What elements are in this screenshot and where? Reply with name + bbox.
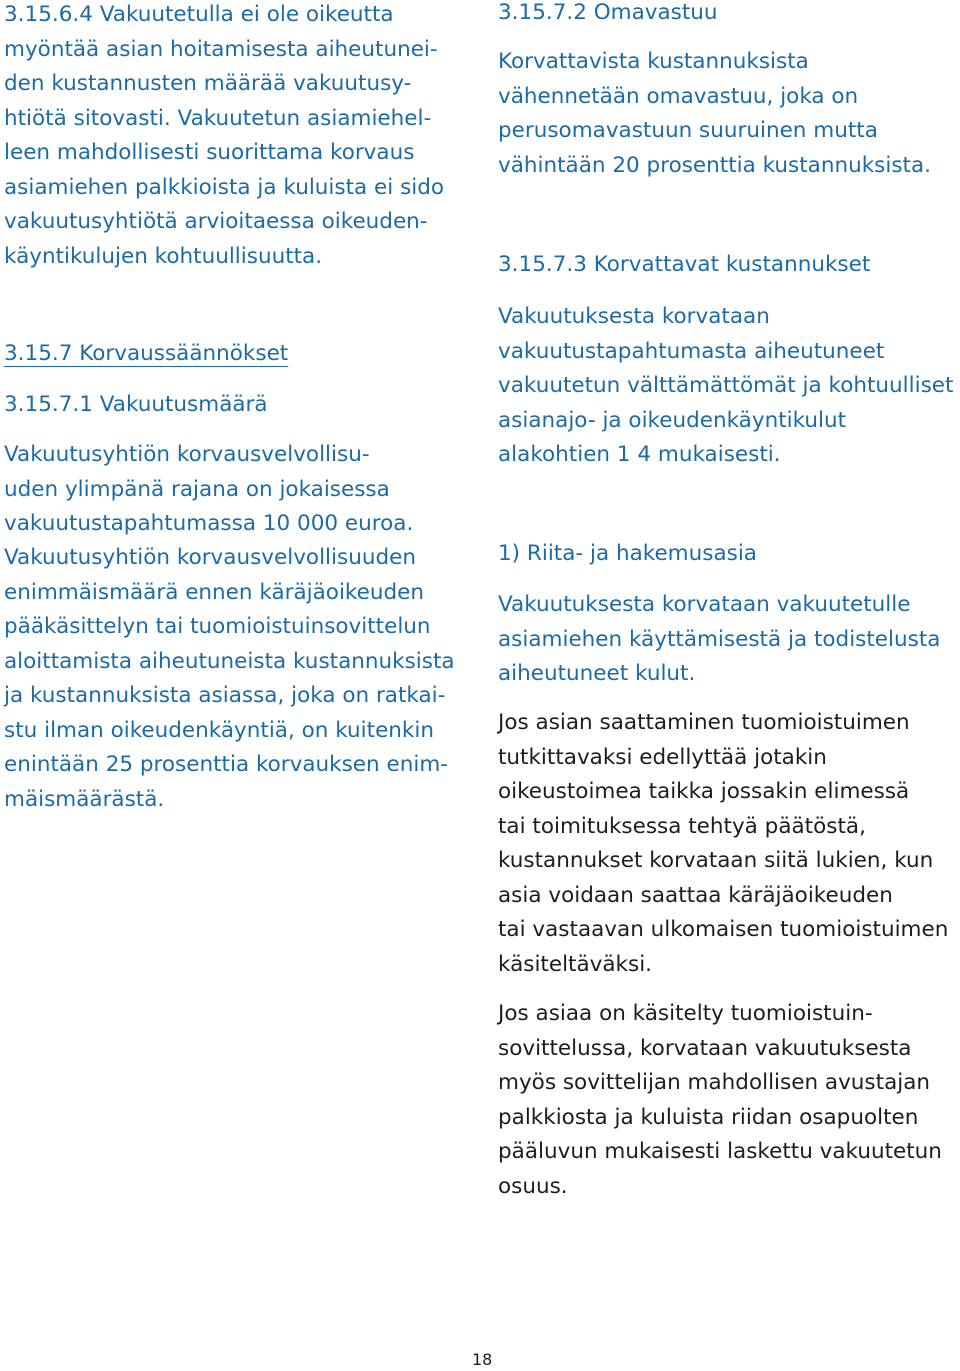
paragraph-riita-kulut: Vakuutuksesta korvataan vakuutetulle asiamiehen käyttämisestä ja todistelusta aiheutuneet kulut. bbox=[498, 592, 941, 686]
subsection-heading-omavastuu: 3.15.7.2 Omavastuu bbox=[498, 0, 718, 25]
paragraph-vakuutusmaara-max: Vakuutusyhtiön korvausvelvollisuuden enimmäismäärä ennen käräjäoikeuden pääkäsittelyn tai tuomioistuinsovittelun aloittamista aiheutuneista kustannuksista ja kustannuksista asiassa, joka on ratkai- stu ilman oikeudenkäyntiä, on kuitenkin enintään 25 prosenttia korvauksen enim- mäismäärästä. bbox=[4, 545, 455, 812]
paragraph-3-15-6-4: 3.15.6.4 Vakuutetulla ei ole oikeutta myöntää asian hoitamisesta aiheutunei- den kustannusten määrää vakuutusy- htiötä sitovasti. Vakuutetun asiamiehel- leen mahdollisesti suorittama korvaus asiamiehen palkkioista ja kuluista ei sido vakuutusyhtiötä arvioitaessa oikeuden- käyntikulujen kohtuullisuutta. bbox=[4, 2, 445, 269]
section-heading-korvaussaannokset: 3.15.7 Korvaussäännökset bbox=[4, 341, 289, 366]
subsection-heading-korvattavat-kustannukset: 3.15.7.3 Korvattavat kustannukset bbox=[498, 252, 871, 277]
paragraph-korvattavat-kustannukset: Vakuutuksesta korvataan vakuutustapahtumasta aiheutuneet vakuutetun välttämättömät ja kohtuulliset asianajo- ja oikeudenkäyntikulut alakohtien 1 4 mukaisesti. bbox=[498, 304, 954, 467]
heading-riita-ja-hakemusasia: 1) Riita- ja hakemusasia bbox=[498, 541, 757, 566]
paragraph-tuomioistuin-tutkittavaksi: Jos asian saattaminen tuomioistuimen tutkittavaksi edellyttää jotakin oikeustoimea taikka jossakin elimessä tai toimituksessa tehtyä päätöstä, kustannukset korvataan siitä lukien, kun asia voidaan saattaa käräjäoikeuden tai vastaavan ulkomaisen tuomioistuimen käsiteltäväksi. bbox=[498, 710, 949, 977]
paragraph-omavastuu: Korvattavista kustannuksista vähennetään omavastuu, joka on perusomavastuun suuruinen mutta vähintään 20 prosenttia kustannuksista. bbox=[498, 49, 931, 178]
subsection-heading-vakuutusmaara: 3.15.7.1 Vakuutusmäärä bbox=[4, 392, 268, 417]
paragraph-tuomioistuinsovittelu: Jos asiaa on käsitelty tuomioistuin- sovittelussa, korvataan vakuutuksesta myös sovittelijan mahdollisen avustajan palkkiosta ja kuluista riidan osapuolten pääluvun mukaisesti laskettu vakuutetun osuus. bbox=[498, 1001, 942, 1199]
page-number: 18 bbox=[472, 1350, 493, 1369]
paragraph-vakuutusmaara-limit: Vakuutusyhtiön korvausvelvollisu- uden ylimpänä rajana on jokaisessa vakuutustapahtumassa 10 000 euroa. bbox=[4, 442, 414, 536]
